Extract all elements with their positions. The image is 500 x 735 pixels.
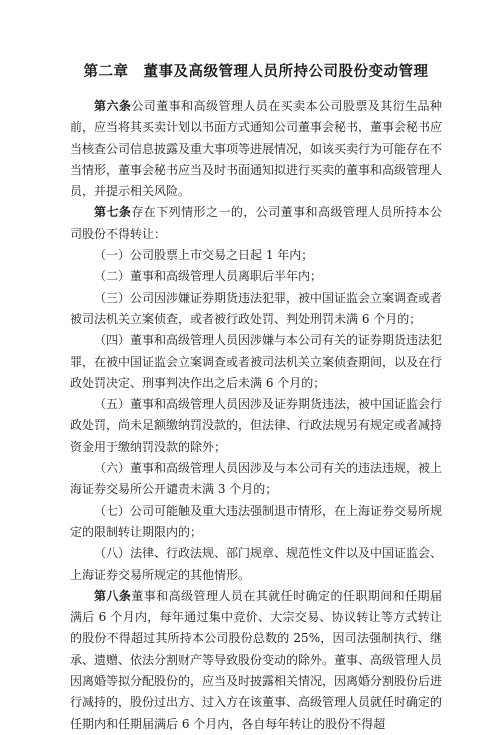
article-7-item-4: （四）董事和高级管理人员因涉嫌与本公司有关的证券期货违法犯罪，在被中国证监会立案调查或者被司法机关立案侦查期间，以及在行政处罚决定、刑事判决作出之后未满 6 个月的； xyxy=(70,333,443,390)
article-7-item-7: （七）公司可能触及重大违法强制退市情形，在上海证券交易所规定的限制转让期限内的； xyxy=(70,503,443,539)
article-6-label: 第六条 xyxy=(94,99,132,113)
chapter-title: 第二章 董事及高级管理人员所持公司股份变动管理 xyxy=(83,64,429,80)
article-7-item-2: （二）董事和高级管理人员离职后半年内； xyxy=(94,269,323,284)
article-7-item-6: （六）董事和高级管理人员因涉及与本公司有关的违法违规，被上海证券交易所公开谴责未满 3 个月的； xyxy=(70,461,443,497)
article-6 xyxy=(70,96,442,202)
article-7-item-8: （八）法律、行政法规、部门规章、规范性文件以及中国证监会、上海证券交易所规定的其他情形。 xyxy=(70,546,443,582)
article-7-item-3: （三）公司因涉嫌证券期货违法犯罪，被中国证监会立案调查或者被司法机关立案侦查，或者被行政处罚、判处刑罚未满 6 个月的； xyxy=(70,290,443,326)
article-7-text: 存在下列情形之一的，公司董事和高级管理人员所持本公司股份不得转让： xyxy=(70,205,442,241)
article-7-label: 第七条 xyxy=(94,205,132,220)
article-7-item-5: （五）董事和高级管理人员因涉及证券期货违法，被中国证监会行政处罚，尚未足额缴纳罚没款的，但法律、行政法规另有规定或者减持资金用于缴纳罚没款的除外； xyxy=(70,397,443,454)
article-7 xyxy=(70,202,442,245)
article-8 xyxy=(70,586,442,735)
article-6-text: 公司董事和高级管理人员在买卖本公司股票及其衍生品种前，应当将其买卖计划以书面方式通知公司董事会秘书，董事会秘书应当核查公司信息披露及重大事项等进展情况，如该买卖行为可能存在不当情形，董事会秘书应当及时书面通知拟进行买卖的董事和高级管理人员，并提示相关风险。 xyxy=(70,99,443,199)
article-8-label: 第八条 xyxy=(94,588,132,603)
article-8-text: 董事和高级管理人员在其就任时确定的任职期间和任期届满后 6 个月内，每年通过集中竞价、大宗交易、协议转让等方式转让的股份不得超过其所持本公司股份总数的 25%，因司法强制执行、继承、遗赠、依法分割财产等导致股份变动的除外。董事、高级管理人员因离婚等拟分配股份的，应当及时披露相关情况，因离婚分割股份后进行减持的，股份过出方、过入方在该董事、高级管理人员就任时确定的任期内和任期届满后 6 个月内，各自每年转让的股份不得超 xyxy=(70,588,443,731)
article-7-item-1: （一）公司股票上市交易之日起 1 年内； xyxy=(94,248,314,263)
